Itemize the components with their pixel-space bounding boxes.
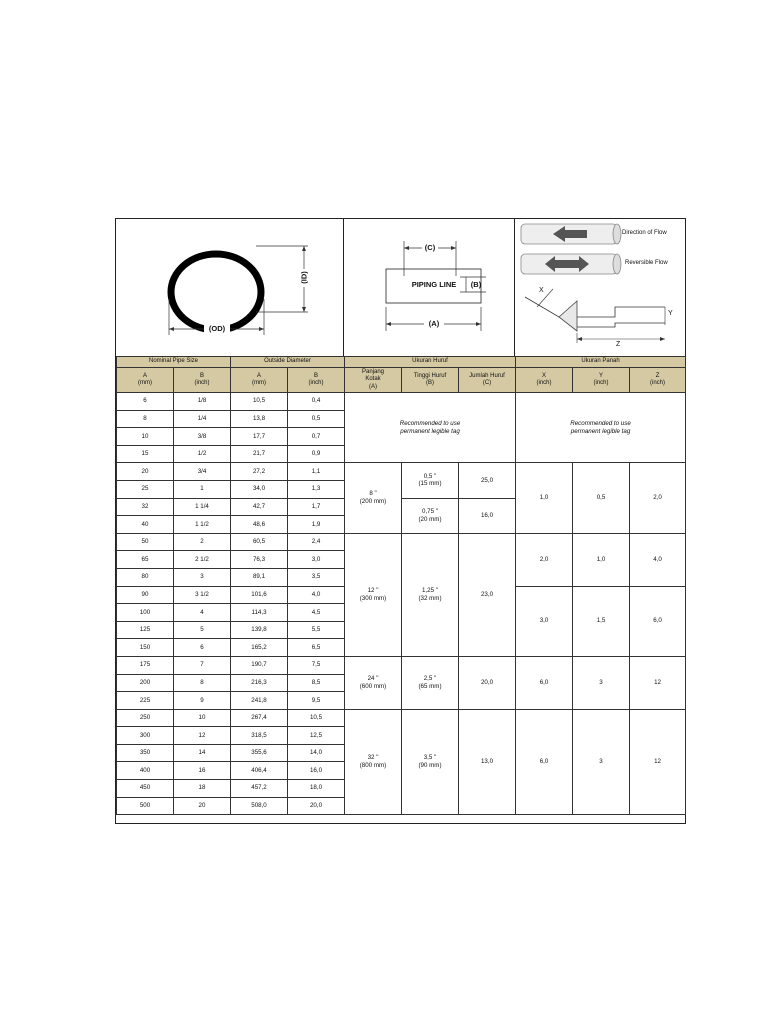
table-row: 500 20 508,0 20,0 <box>117 797 686 815</box>
id-dimension-label: (ID) <box>299 271 309 284</box>
jumlah-23: 23,0 <box>459 533 516 656</box>
table-row: 80 3 89,1 3,5 <box>117 568 686 586</box>
col-tinggi-huruf: Tinggi Huruf (B) <box>402 368 459 393</box>
panjang-32: 32 " (800 mm) <box>345 709 402 815</box>
group-nominal-pipe-size: Nominal Pipe Size <box>117 357 231 368</box>
x-g2: 1,0 <box>516 463 573 533</box>
table-row: 8 1/4 13,8 0,5 <box>117 410 686 428</box>
y-g3a: 1,0 <box>573 533 630 586</box>
table-row: 15 1/2 21,7 0,9 <box>117 445 686 463</box>
col-nps-b: B (inch) <box>174 368 231 393</box>
pipe-ring-icon <box>171 254 261 330</box>
col-panjang-kotak: Panjang Kotak (A) <box>345 368 402 393</box>
b-dimension-label: (B) <box>470 280 482 289</box>
panjang-12: 12 " (300 mm) <box>345 533 402 656</box>
col-z: Z (inch) <box>630 368 686 393</box>
table-row: 40 1 1/2 48,6 1,9 <box>117 516 686 534</box>
tinggi-25: 2,5 " (65 mm) <box>402 656 459 709</box>
huruf-recommendation: Recommended to use permanent legible tag <box>345 393 516 463</box>
tinggi-05: 0,5 " (15 mm) <box>402 463 459 498</box>
table-row: 20 3/4 27,2 1,1 8 " (200 mm) 0,5 " (15 mm) 25,0 1,0 0,5 2,0 <box>117 463 686 481</box>
pipe-size-table <box>116 356 686 815</box>
table-row: 175 7 190,7 7,5 24 " (600 mm) 2,5 " (65 mm) 20,0 6,0 3 12 <box>117 656 686 674</box>
table-row: 350 14 355,6 14,0 <box>117 744 686 762</box>
col-y: Y (inch) <box>573 368 630 393</box>
x-g3b: 3,0 <box>516 586 573 656</box>
panah-recommendation: Recommended to use permanent legible tag <box>516 393 686 463</box>
col-jumlah-huruf: Jumlah Huruf (C) <box>459 368 516 393</box>
reversible-flow-label: Reversible Flow <box>625 260 668 266</box>
table-row: 10 3/8 17,7 0,7 <box>117 428 686 446</box>
tinggi-075: 0,75 " (20 mm) <box>402 498 459 533</box>
pipe-diameter-diagram <box>116 219 344 356</box>
table-row: 200 8 216,3 8,5 <box>117 674 686 692</box>
x-g3a: 2,0 <box>516 533 573 586</box>
jumlah-25: 25,0 <box>459 463 516 498</box>
table-row: 300 12 318,5 12,5 <box>117 727 686 745</box>
col-nps-a: A (mm) <box>117 368 174 393</box>
panjang-24: 24 " (600 mm) <box>345 656 402 709</box>
table-row: 225 9 241,8 9,5 <box>117 692 686 710</box>
tinggi-35: 3,5 " (90 mm) <box>402 709 459 815</box>
z-g2: 2,0 <box>630 463 686 533</box>
od-dimension-label: (OD) <box>208 324 226 333</box>
jumlah-16: 16,0 <box>459 498 516 533</box>
table-row: 50 2 60,5 2,4 12 " (300 mm) 1,25 " (32 mm) 23,0 2,0 1,0 4,0 <box>117 533 686 551</box>
table-row: 90 3 1/2 101,6 4,0 3,0 1,5 6,0 <box>117 586 686 604</box>
x-g4: 6,0 <box>516 656 573 709</box>
y-dimension-label: Y <box>668 310 673 317</box>
tag-text-label: PIPING LINE <box>411 280 457 289</box>
y-g5: 3 <box>573 709 630 815</box>
col-od-b: B (inch) <box>288 368 345 393</box>
z-g3a: 4,0 <box>630 533 686 586</box>
arrow-head-icon <box>559 301 577 331</box>
z-dimension-label: Z <box>616 341 621 348</box>
table-row: 100 4 114,3 4,5 <box>117 604 686 622</box>
table-row: 150 6 165,2 6,5 <box>117 639 686 657</box>
table-row: 250 10 267,4 10,5 32 " (800 mm) 3,5 " (90 mm) 13,0 6,0 3 12 <box>117 709 686 727</box>
group-ukuran-huruf: Ukuran Huruf <box>345 357 516 368</box>
tag-dimension-diagram <box>344 219 515 356</box>
arrow-dimension-diagram <box>515 219 686 356</box>
group-ukuran-panah: Ukuran Panah <box>516 357 686 368</box>
tinggi-125: 1,25 " (32 mm) <box>402 533 459 656</box>
table-row: 450 18 457,2 18,0 <box>117 780 686 798</box>
x-g5: 6,0 <box>516 709 573 815</box>
jumlah-13: 13,0 <box>459 709 516 815</box>
a-dimension-label: (A) <box>428 319 440 328</box>
y-g3b: 1,5 <box>573 586 630 656</box>
table-row: 65 2 1/2 76,3 3,0 <box>117 551 686 569</box>
col-od-a: A (mm) <box>231 368 288 393</box>
table-row: 32 1 1/4 42,7 1,7 0,75 " (20 mm) 16,0 <box>117 498 686 516</box>
group-outside-diameter: Outside Diameter <box>231 357 345 368</box>
table-row: 25 1 34,0 1,3 <box>117 480 686 498</box>
direction-of-flow-label: Direction of Flow <box>622 230 667 236</box>
x-dimension-label: X <box>539 287 544 294</box>
table-row: 6 1/8 10,5 0,4 Recommended to use permanent legible tag Recommended to use permanent legible tag <box>117 393 686 411</box>
c-dimension-label: (C) <box>424 243 436 252</box>
col-x: X (inch) <box>516 368 573 393</box>
z-g5: 12 <box>630 709 686 815</box>
table-row: 125 5 139,8 5,5 <box>117 621 686 639</box>
y-g2: 0,5 <box>573 463 630 533</box>
table-row: 400 16 406,4 16,0 <box>117 762 686 780</box>
z-g4: 12 <box>630 656 686 709</box>
pipe-marking-sheet <box>115 218 686 824</box>
jumlah-20: 20,0 <box>459 656 516 709</box>
panjang-8: 8 " (200 mm) <box>345 463 402 533</box>
y-g4: 3 <box>573 656 630 709</box>
z-g3b: 6,0 <box>630 586 686 656</box>
